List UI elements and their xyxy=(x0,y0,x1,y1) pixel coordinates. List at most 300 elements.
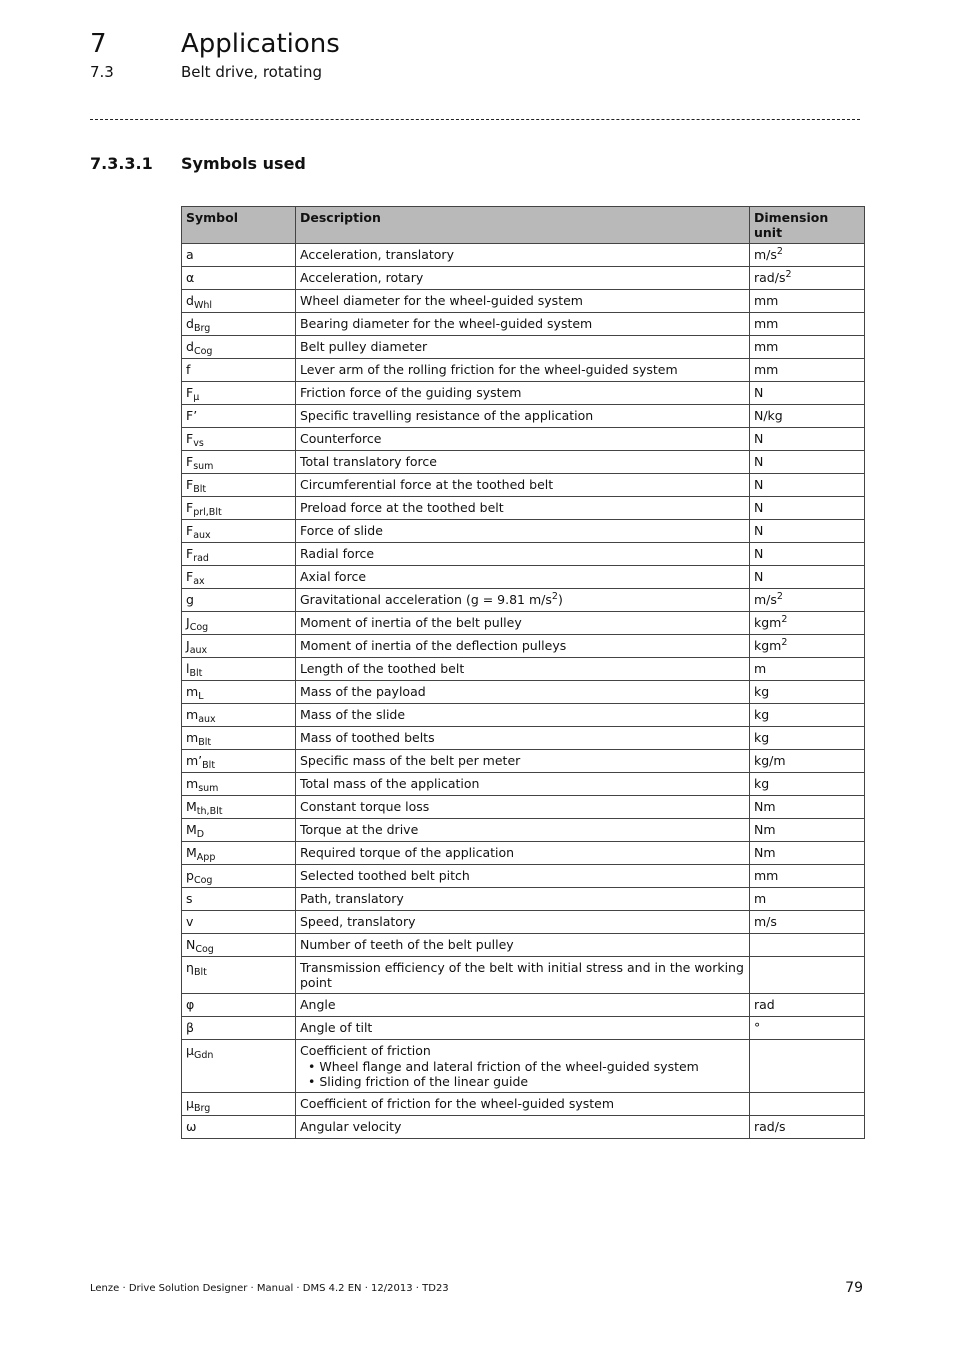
description-cell xyxy=(296,359,750,382)
unit-cell xyxy=(750,994,865,1017)
unit-cell xyxy=(750,497,865,520)
symbol-cell xyxy=(182,957,296,994)
description-text: Specific mass of the belt per meter xyxy=(300,753,521,768)
unit-cell xyxy=(750,1093,865,1116)
table-row xyxy=(182,635,865,658)
description-cell xyxy=(296,750,750,773)
description-cell xyxy=(296,267,750,290)
symbol-text: M xyxy=(186,822,197,837)
symbols-table xyxy=(181,206,865,1139)
unit-cell xyxy=(750,290,865,313)
symbol-cell xyxy=(182,566,296,589)
unit-text: N xyxy=(754,546,764,561)
table-row xyxy=(182,290,865,313)
unit-cell xyxy=(750,589,865,612)
unit-cell xyxy=(750,796,865,819)
table-row xyxy=(182,1116,865,1139)
unit-text: mm xyxy=(754,362,779,377)
description-text: Mass of the payload xyxy=(300,684,426,699)
unit-cell xyxy=(750,359,865,382)
unit-text: N xyxy=(754,385,764,400)
symbol-text: d xyxy=(186,316,194,331)
table-row xyxy=(182,405,865,428)
symbol-cell xyxy=(182,994,296,1017)
unit-text: Nm xyxy=(754,822,776,837)
chapter-title: Applications xyxy=(181,29,340,59)
unit-cell xyxy=(750,566,865,589)
subsection-title: Symbols used xyxy=(181,154,306,173)
unit-cell xyxy=(750,819,865,842)
description-cell xyxy=(296,612,750,635)
description-text: Acceleration, translatory xyxy=(300,247,454,262)
symbol-cell xyxy=(182,405,296,428)
symbol-subscript: aux xyxy=(193,530,211,541)
description-cell xyxy=(296,1116,750,1139)
unit-cell xyxy=(750,911,865,934)
unit-text: m/s xyxy=(754,247,777,262)
unit-cell xyxy=(750,934,865,957)
symbol-subscript: th,Blt xyxy=(196,806,223,817)
description-text: Circumferential force at the toothed belt xyxy=(300,477,554,492)
symbol-text: F xyxy=(186,431,194,446)
description-text: Total mass of the application xyxy=(300,776,480,791)
unit-cell xyxy=(750,773,865,796)
symbol-text: l xyxy=(186,661,190,676)
symbol-text: μ xyxy=(186,1043,194,1058)
symbol-text: v xyxy=(186,914,194,929)
page-number: 79 xyxy=(845,1280,863,1296)
description-cell xyxy=(296,796,750,819)
description-cell xyxy=(296,313,750,336)
description-text: Number of teeth of the belt pulley xyxy=(300,937,514,952)
unit-cell xyxy=(750,842,865,865)
description-text: Coefficient of friction xyxy=(300,1043,431,1058)
unit-text: kg xyxy=(754,730,770,745)
symbol-subscript: aux xyxy=(198,714,216,725)
description-text: Force of slide xyxy=(300,523,383,538)
symbol-cell xyxy=(182,336,296,359)
symbol-text: m xyxy=(186,684,199,699)
unit-text: mm xyxy=(754,293,779,308)
description-text: Wheel diameter for the wheel-guided system xyxy=(300,293,583,308)
symbol-cell xyxy=(182,244,296,267)
unit-superscript: 2 xyxy=(785,269,792,280)
symbol-text: J xyxy=(186,615,190,630)
table-row xyxy=(182,773,865,796)
symbol-cell xyxy=(182,934,296,957)
table-row xyxy=(182,1040,865,1093)
description-text: Length of the toothed belt xyxy=(300,661,465,676)
symbol-text: φ xyxy=(186,997,195,1012)
unit-text: N xyxy=(754,500,764,515)
description-text: Total translatory force xyxy=(300,454,437,469)
unit-cell xyxy=(750,1040,865,1093)
symbol-text: d xyxy=(186,339,194,354)
unit-superscript: 2 xyxy=(781,637,788,648)
description-cell xyxy=(296,244,750,267)
table-row xyxy=(182,796,865,819)
description-cell xyxy=(296,773,750,796)
table-row xyxy=(182,819,865,842)
table-row xyxy=(182,267,865,290)
symbol-text: β xyxy=(186,1020,194,1035)
symbol-cell xyxy=(182,589,296,612)
symbol-subscript: L xyxy=(198,691,204,702)
description-cell xyxy=(296,543,750,566)
description-cell xyxy=(296,865,750,888)
unit-text: N xyxy=(754,477,764,492)
unit-superscript: 2 xyxy=(776,246,783,257)
symbol-cell xyxy=(182,267,296,290)
symbol-text: M xyxy=(186,799,197,814)
unit-text: ° xyxy=(754,1020,761,1035)
symbol-text: m’ xyxy=(186,753,203,768)
symbol-text: F xyxy=(186,385,194,400)
description-cell xyxy=(296,727,750,750)
symbol-cell xyxy=(182,520,296,543)
unit-cell xyxy=(750,313,865,336)
symbol-text: ω xyxy=(186,1119,197,1134)
unit-cell xyxy=(750,244,865,267)
symbol-cell xyxy=(182,497,296,520)
symbol-cell xyxy=(182,842,296,865)
symbol-cell xyxy=(182,658,296,681)
symbol-subscript: Brg xyxy=(193,323,211,334)
unit-text: mm xyxy=(754,339,779,354)
symbol-subscript: Cog xyxy=(189,622,209,633)
symbol-text: F xyxy=(186,569,194,584)
section-number: 7.3 xyxy=(90,63,114,81)
description-cell xyxy=(296,681,750,704)
unit-text: Nm xyxy=(754,845,776,860)
symbol-cell xyxy=(182,474,296,497)
symbol-subscript: Blt xyxy=(202,760,216,771)
symbol-cell xyxy=(182,359,296,382)
table-row xyxy=(182,589,865,612)
unit-cell xyxy=(750,957,865,994)
symbol-text: μ xyxy=(186,1096,194,1111)
unit-superscript: 2 xyxy=(776,591,783,602)
unit-cell xyxy=(750,428,865,451)
symbol-cell xyxy=(182,313,296,336)
symbol-cell xyxy=(182,428,296,451)
table-row xyxy=(182,704,865,727)
symbol-subscript: Cog xyxy=(193,346,213,357)
symbol-subscript: vs xyxy=(193,438,204,449)
unit-text: kg xyxy=(754,776,770,791)
header-divider xyxy=(90,119,860,120)
section-title: Belt drive, rotating xyxy=(181,63,322,81)
symbol-text: α xyxy=(186,270,195,285)
description-cell xyxy=(296,589,750,612)
description-cell xyxy=(296,428,750,451)
symbol-cell xyxy=(182,727,296,750)
table-row xyxy=(182,865,865,888)
description-cell xyxy=(296,566,750,589)
unit-text: rad/s xyxy=(754,270,786,285)
table-row xyxy=(182,543,865,566)
description-text: Mass of toothed belts xyxy=(300,730,435,745)
description-cell xyxy=(296,1017,750,1040)
header-description: Description xyxy=(296,207,750,244)
description-text: Angular velocity xyxy=(300,1119,402,1134)
table-row xyxy=(182,911,865,934)
symbol-cell xyxy=(182,750,296,773)
table-body xyxy=(182,244,865,1139)
unit-cell xyxy=(750,405,865,428)
description-text: Constant torque loss xyxy=(300,799,430,814)
unit-cell xyxy=(750,658,865,681)
description-text: Gravitational acceleration (g = 9.81 m/s xyxy=(300,592,552,607)
symbol-text: a xyxy=(186,247,194,262)
symbol-subscript: Blt xyxy=(198,737,212,748)
unit-superscript: 2 xyxy=(781,614,788,625)
description-text: Counterforce xyxy=(300,431,382,446)
symbol-subscript: Blt xyxy=(193,967,207,978)
description-cell xyxy=(296,474,750,497)
symbol-cell xyxy=(182,1116,296,1139)
table-row xyxy=(182,934,865,957)
table-header-row xyxy=(182,207,865,244)
description-cell xyxy=(296,382,750,405)
symbol-subscript: Cog xyxy=(195,944,214,955)
unit-text: Nm xyxy=(754,799,776,814)
symbol-cell xyxy=(182,290,296,313)
symbol-cell xyxy=(182,1040,296,1093)
symbol-cell xyxy=(182,1093,296,1116)
symbol-subscript: Whl xyxy=(193,300,212,311)
description-cell xyxy=(296,497,750,520)
description-cell xyxy=(296,290,750,313)
unit-text: m/s xyxy=(754,914,777,929)
unit-text: rad xyxy=(754,997,775,1012)
description-cell xyxy=(296,658,750,681)
description-text: Specific travelling resistance of the application xyxy=(300,408,594,423)
symbol-text: M xyxy=(186,845,197,860)
table-row xyxy=(182,497,865,520)
unit-cell xyxy=(750,888,865,911)
symbol-subscript: rad xyxy=(193,553,209,564)
description-cell xyxy=(296,1093,750,1116)
table-row xyxy=(182,681,865,704)
table-row xyxy=(182,1093,865,1116)
table-row xyxy=(182,1017,865,1040)
unit-text: kgm xyxy=(754,638,782,653)
unit-cell xyxy=(750,336,865,359)
unit-cell xyxy=(750,267,865,290)
unit-text: N xyxy=(754,431,764,446)
description-text: Transmission efficiency of the belt with initial stress and in the working point xyxy=(300,960,744,990)
symbol-text: m xyxy=(186,776,199,791)
description-superscript: 2 xyxy=(551,591,558,602)
table-row xyxy=(182,658,865,681)
unit-cell xyxy=(750,474,865,497)
unit-text: kg/m xyxy=(754,753,786,768)
symbol-cell xyxy=(182,1017,296,1040)
symbol-cell xyxy=(182,911,296,934)
unit-text: mm xyxy=(754,316,779,331)
symbol-text: F xyxy=(186,500,194,515)
description-text: Radial force xyxy=(300,546,375,561)
table-row xyxy=(182,727,865,750)
table-row xyxy=(182,750,865,773)
symbol-cell xyxy=(182,681,296,704)
table-row xyxy=(182,612,865,635)
unit-cell xyxy=(750,1017,865,1040)
unit-cell xyxy=(750,727,865,750)
unit-cell xyxy=(750,520,865,543)
table-row xyxy=(182,994,865,1017)
table-row xyxy=(182,382,865,405)
description-text: Bearing diameter for the wheel-guided system xyxy=(300,316,593,331)
description-text: Mass of the slide xyxy=(300,707,406,722)
symbol-subscript: App xyxy=(196,852,216,863)
description-cell xyxy=(296,911,750,934)
symbol-cell xyxy=(182,704,296,727)
symbol-text: g xyxy=(186,592,194,607)
unit-cell xyxy=(750,865,865,888)
header-symbol: Symbol xyxy=(182,207,296,244)
symbol-text: m xyxy=(186,707,199,722)
table-row xyxy=(182,888,865,911)
description-cell xyxy=(296,934,750,957)
symbol-text: m xyxy=(186,730,199,745)
description-text: Coefficient of friction for the wheel-guided system xyxy=(300,1096,615,1111)
table-row xyxy=(182,313,865,336)
unit-cell xyxy=(750,1116,865,1139)
description-text: Selected toothed belt pitch xyxy=(300,868,470,883)
description-text: Moment of inertia of the belt pulley xyxy=(300,615,522,630)
description-text: Belt pulley diameter xyxy=(300,339,428,354)
unit-cell xyxy=(750,451,865,474)
description-cell xyxy=(296,520,750,543)
description-text: Preload force at the toothed belt xyxy=(300,500,504,515)
description-text: Moment of inertia of the deflection pulleys xyxy=(300,638,567,653)
description-text: Path, translatory xyxy=(300,891,404,906)
symbol-text: s xyxy=(186,891,193,906)
symbol-text: F xyxy=(186,546,194,561)
description-text: Angle xyxy=(300,997,336,1012)
symbol-text: d xyxy=(186,293,194,308)
description-cell xyxy=(296,957,750,994)
description-cell xyxy=(296,336,750,359)
symbol-cell xyxy=(182,773,296,796)
unit-text: m/s xyxy=(754,592,777,607)
unit-text: N xyxy=(754,454,764,469)
unit-text: kg xyxy=(754,684,770,699)
description-text: Torque at the drive xyxy=(300,822,419,837)
unit-text: N xyxy=(754,569,764,584)
description-cell xyxy=(296,451,750,474)
symbol-cell xyxy=(182,796,296,819)
symbol-subscript: Blt xyxy=(189,668,203,679)
symbol-cell xyxy=(182,888,296,911)
symbol-text: η xyxy=(186,960,194,975)
symbol-subscript: ax xyxy=(193,576,205,587)
description-cell xyxy=(296,994,750,1017)
symbol-text: N xyxy=(186,937,196,952)
table-row xyxy=(182,336,865,359)
subsection-number: 7.3.3.1 xyxy=(90,154,153,173)
description-text: Axial force xyxy=(300,569,367,584)
symbol-cell xyxy=(182,635,296,658)
unit-text: N/kg xyxy=(754,408,783,423)
bullet-text: Wheel flange and lateral friction of the wheel-guided system xyxy=(319,1059,699,1074)
header-dimension-unit: Dimension unit xyxy=(750,207,865,244)
symbol-subscript: Blt xyxy=(193,484,207,495)
table-row xyxy=(182,428,865,451)
unit-text: m xyxy=(754,891,767,906)
symbol-text: F xyxy=(186,454,194,469)
unit-text: m xyxy=(754,661,767,676)
description-cell xyxy=(296,1040,750,1093)
table-row xyxy=(182,451,865,474)
unit-cell xyxy=(750,635,865,658)
symbol-subscript: sum xyxy=(193,461,214,472)
description-cell xyxy=(296,704,750,727)
description-text: Required torque of the application xyxy=(300,845,515,860)
unit-cell xyxy=(750,612,865,635)
symbol-subscript: D xyxy=(196,829,205,840)
description-cell xyxy=(296,842,750,865)
table-row xyxy=(182,842,865,865)
symbol-text: F xyxy=(186,523,194,538)
symbol-subscript: prl,Blt xyxy=(193,507,222,518)
symbol-cell xyxy=(182,543,296,566)
chapter-number: 7 xyxy=(90,29,107,59)
description-cell xyxy=(296,405,750,428)
table-row xyxy=(182,474,865,497)
footer-text: Lenze · Drive Solution Designer · Manual · DMS 4.2 EN · 12/2013 · TD23 xyxy=(90,1283,449,1294)
symbol-subscript: Brg xyxy=(193,1103,211,1114)
symbol-text: f xyxy=(186,362,191,377)
symbol-subscript: μ xyxy=(193,392,200,403)
description-bullet-list xyxy=(300,1059,745,1089)
unit-cell xyxy=(750,681,865,704)
description-text: Friction force of the guiding system xyxy=(300,385,522,400)
symbol-cell xyxy=(182,612,296,635)
description-text: Angle of tilt xyxy=(300,1020,373,1035)
unit-text: kgm xyxy=(754,615,782,630)
symbol-subscript: aux xyxy=(189,645,208,656)
unit-text: kg xyxy=(754,707,770,722)
symbol-subscript: sum xyxy=(198,783,219,794)
description-text: Lever arm of the rolling friction for the wheel-guided system xyxy=(300,362,678,377)
bullet-text: Sliding friction of the linear guide xyxy=(319,1074,529,1089)
unit-cell xyxy=(750,543,865,566)
table-row xyxy=(182,359,865,382)
symbol-cell xyxy=(182,865,296,888)
symbol-text: p xyxy=(186,868,194,883)
unit-text: mm xyxy=(754,868,779,883)
table-row xyxy=(182,566,865,589)
unit-text: N xyxy=(754,523,764,538)
description-suffix: ) xyxy=(557,592,563,607)
description-text: Acceleration, rotary xyxy=(300,270,424,285)
table-row xyxy=(182,520,865,543)
unit-cell xyxy=(750,704,865,727)
symbol-text: J xyxy=(186,638,190,653)
description-cell xyxy=(296,888,750,911)
symbol-cell xyxy=(182,382,296,405)
list-item xyxy=(308,1074,745,1089)
symbol-text: F xyxy=(186,477,194,492)
symbol-subscript: Gdn xyxy=(193,1050,214,1061)
symbol-subscript: Cog xyxy=(193,875,213,886)
description-text: Speed, translatory xyxy=(300,914,416,929)
unit-cell xyxy=(750,382,865,405)
symbol-cell xyxy=(182,451,296,474)
